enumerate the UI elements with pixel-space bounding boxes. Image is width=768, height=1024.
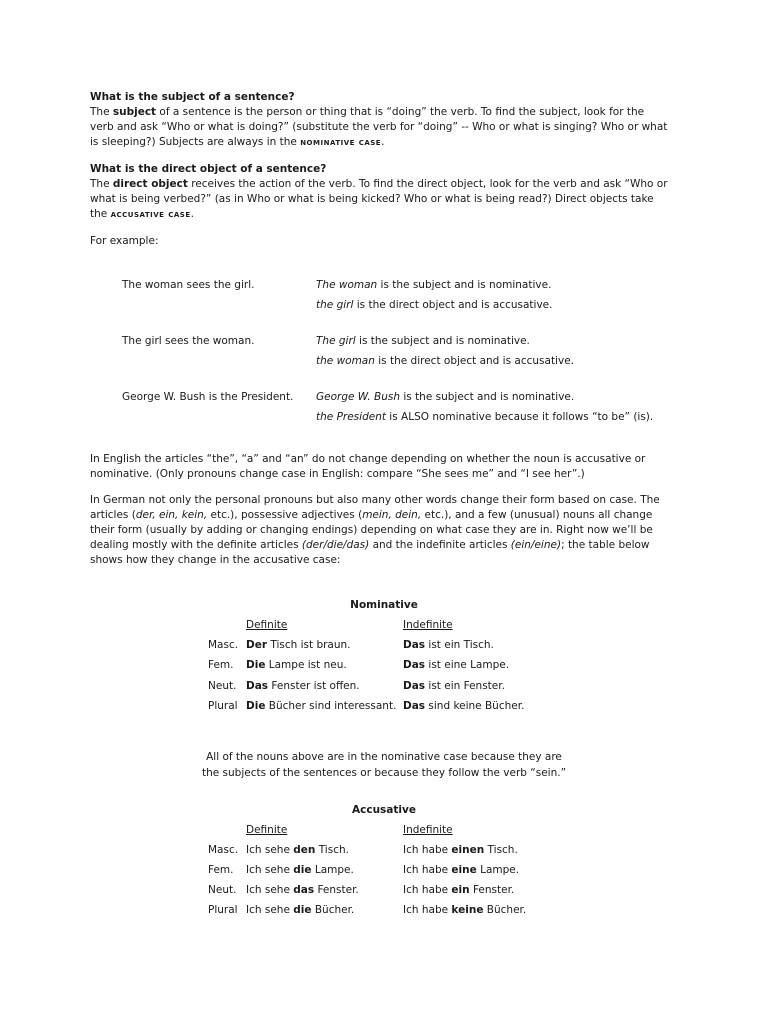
example-sentence: The girl sees the woman. <box>122 335 255 347</box>
example-explanation: The woman is the subject and is nominative. the girl is the direct object and is accusative. <box>316 279 553 311</box>
table-row: Neut. Das Fenster ist offen. Das ist ein Fenster. <box>208 680 505 692</box>
subject-term: subject <box>112 106 157 118</box>
document-body <box>90 90 670 249</box>
table-row: Plural Ich sehe die Bücher. Ich habe keine Bücher. <box>208 904 527 916</box>
table-row: Fem. Die Lampe ist neu. Das ist eine Lampe. <box>208 659 510 671</box>
nominative-title: Nominative <box>350 599 418 611</box>
subject-section <box>90 90 670 150</box>
example-sentence: George W. Bush is the President. <box>122 391 294 403</box>
indefinite-column-header: Indefinite <box>403 619 453 631</box>
direct-object-section <box>90 162 670 222</box>
table-row: Masc. Der Tisch ist braun. Das ist ein Tisch. <box>208 639 494 651</box>
direct-object-paragraph: The direct object receives the action of the verb. To find the direct object, look for the verb and ask “Who or what is being verbed?” (as in Who or what is being kicked? Who or what is being read?) Direct objects take the accusative case. <box>90 178 668 220</box>
indefinite-column-header: Indefinite <box>403 824 453 836</box>
definite-column-header: Definite <box>246 824 288 836</box>
nominative-note-line-2: the subjects of the sentences or because they follow the verb “sein.” <box>201 767 567 779</box>
for-example-label: For example: <box>90 235 159 247</box>
example-sentence: The woman sees the girl. <box>122 279 255 291</box>
english-articles-paragraph: In English the articles “the”, “a” and “an” do not change depending on whether the noun is accusative or nominative. (Only pronouns change case in English: compare “She sees me” and “I see her”.) <box>90 453 646 480</box>
example-explanation: George W. Bush is the subject and is nominative. the President is ALSO nominative because it follows “to be” (is). <box>316 391 654 423</box>
nominative-case-term: nominative case <box>300 137 382 148</box>
definite-column-header: Definite <box>246 619 288 631</box>
table-row: Neut. Ich sehe das Fenster. Ich habe ein Fenster. <box>208 884 515 896</box>
table-row: Masc. Ich sehe den Tisch. Ich habe einen Tisch. <box>208 844 518 856</box>
nominative-note-line-1: All of the nouns above are in the nominative case because they are <box>206 751 562 763</box>
german-articles-paragraph: In German not only the personal pronouns but also many other words change their form based on case. The articles (der, ein, kein, etc.), possessive adjectives (mein, dein, etc.), and a few (unusual) nouns all change their form (usually by adding or changing endings) depending on what case they are in. Right now we’ll be dealing mostly with the definite articles (der/die/das) and the indefinite articles (ein/eine); the table below shows how they change in the accusative case: <box>90 494 660 566</box>
table-row: Fem. Ich sehe die Lampe. Ich habe eine Lampe. <box>208 864 520 876</box>
subject-paragraph: The subject of a sentence is the person or thing that is “doing” the verb. To find the subject, look for the verb and ask “Who or what is doing?” (substitute the verb for “doing” -- Who or what is singing? Who or what is sleeping?) Subjects are always in the nominative case. <box>90 106 668 148</box>
subject-heading: What is the subject of a sentence? <box>90 91 295 103</box>
direct-object-term: direct object <box>112 178 188 190</box>
accusative-case-term: accusative case <box>110 209 191 220</box>
accusative-title: Accusative <box>352 804 416 816</box>
example-explanation: The girl is the subject and is nominative. the woman is the direct object and is accusative. <box>316 335 574 367</box>
direct-object-heading: What is the direct object of a sentence? <box>90 163 327 175</box>
table-row: Plural Die Bücher sind interessant. Das sind keine Bücher. <box>208 700 525 712</box>
